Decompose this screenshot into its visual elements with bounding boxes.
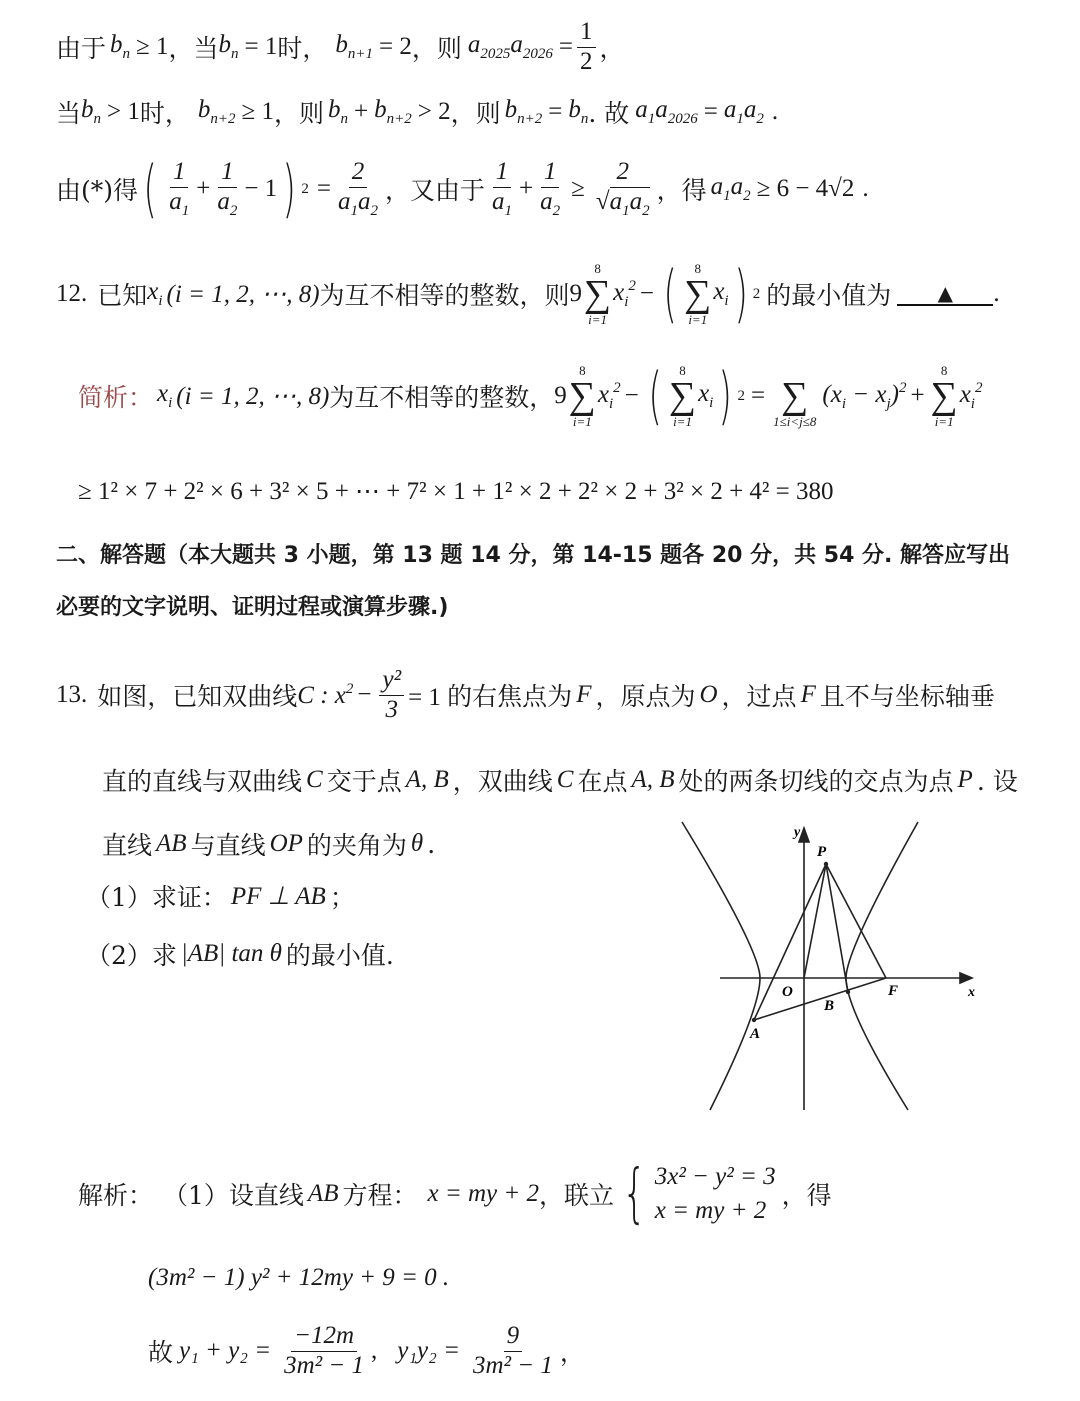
text: 方程：	[342, 1180, 418, 1210]
text: . 故	[588, 99, 630, 128]
text: ，双曲线	[452, 767, 553, 796]
question-12: 12. 已知 $x_i$ (i = 1, 2, ⋯, 8) 为互不相等的整数，则 9 8 ∑ i=1 $x_i^2$ − ( 8 ∑ i=1 $x_i$ ) 2 的最小值为 ▲ .	[56, 257, 1000, 330]
math: .	[771, 98, 779, 125]
text: 处的两条切线的交点为点	[678, 767, 954, 796]
text: ，	[599, 34, 625, 64]
math: .	[862, 175, 869, 202]
question-13	[56, 666, 995, 725]
text: 且不与坐标轴垂	[819, 682, 995, 712]
text: 由(*)得	[56, 176, 139, 205]
solution-line2	[148, 1264, 449, 1292]
system-eq1: 3x² − y² = 3	[654, 1163, 776, 1190]
text: 已知	[97, 281, 148, 310]
math: ≥ 1	[241, 98, 274, 125]
quadratic-equation: (3m² − 1) y² + 12my + 9 = 0 .	[148, 1264, 450, 1291]
section-heading	[56, 538, 1010, 569]
point-B	[846, 990, 850, 994]
text: 直的直线与双曲线	[102, 767, 303, 796]
math-bn1: $b_{n+1}$	[335, 31, 374, 63]
math: y₁y₂ =	[397, 1337, 460, 1365]
solution-label: 解析：	[78, 1180, 154, 1210]
answer-blank: ▲	[897, 282, 993, 306]
math-a1a2: $a_1a_2$	[710, 173, 751, 204]
label-B: B	[824, 998, 835, 1014]
section-line2: 必要的文字说明、证明过程或演算步骤.)	[56, 595, 449, 620]
math-bn: $b_n$	[81, 96, 102, 127]
math: ≥ 1	[136, 33, 169, 61]
label-y: y	[794, 825, 801, 840]
label-P: P	[817, 844, 827, 860]
fraction-product: $\frac{9}{\text{3m² − 1}}$	[472, 1322, 553, 1379]
text: ，则	[411, 34, 462, 64]
math: C : $x^2$	[297, 680, 354, 709]
math: = 1	[244, 33, 278, 61]
math: |AB| tan θ	[180, 940, 282, 967]
math: θ	[410, 830, 424, 857]
hint-label: 简析：	[78, 383, 154, 412]
fraction-1-a2: $\frac{1}{a_2}$	[540, 158, 561, 219]
system-brace: {	[622, 1156, 647, 1231]
math: AB	[156, 830, 187, 857]
text: （1）求证：	[86, 883, 227, 912]
hint-12-line2	[78, 476, 834, 506]
math: > 2	[417, 98, 451, 125]
math: > 1	[107, 98, 140, 125]
math-a2025: $a_{2025}a_{2026}$	[467, 31, 553, 63]
text: 时，	[139, 99, 190, 128]
text: 时，	[277, 34, 328, 64]
math-bn: $b_n$	[568, 96, 589, 127]
solution-line1	[78, 1156, 832, 1231]
math: −	[357, 681, 372, 709]
math-xi: $x_i$	[147, 278, 163, 309]
hint-12: 简析： $x_i$ (i = 1, 2, ⋯, 8) 为互不相等的整数， 9 8 ∑ i=1 $x_i^2$ − ( 8 ∑ i=1 $x_i$ ) 2 = ∑ 1≤i<j≤8 $(x_i - x_j)^2$ + 8 ∑ i=1 $x_i^2$	[78, 359, 983, 432]
math-a1a2026: $a_1a_{2026}$	[635, 96, 698, 127]
math: (i = 1, 2, ⋯, 8)	[166, 281, 320, 308]
text: 与直线	[190, 831, 266, 860]
text: 在点	[577, 767, 628, 796]
text: ，得	[656, 176, 707, 205]
math: 9	[569, 280, 583, 307]
text: 的夹角为	[306, 831, 407, 860]
math: y₁ + y₂ =	[179, 1337, 272, 1365]
math: =	[703, 98, 718, 125]
text: ，又由于	[385, 176, 486, 205]
fraction-1-a2: $\frac{1}{a_2}$	[217, 158, 238, 219]
math: AB	[307, 1179, 339, 1207]
label-x: x	[968, 985, 975, 1000]
math: F	[800, 681, 816, 709]
text: .	[427, 829, 436, 859]
section-line1: 二、解答题（本大题共 3 小题，第 13 题 14 分，第 14-15 题各 20 分，共 54 分. 解答应写出	[56, 543, 1011, 568]
math-inequality: ≥ 1² × 7 + 2² × 6 + 3² × 5 + ⋯ + 7² × 1 + 1² × 2 + 2² × 2 + 3² × 2 + 4² = 380	[78, 478, 834, 505]
x-axis-arrow	[960, 973, 972, 983]
math: − 1	[244, 175, 278, 202]
system-eq2: x = my + 2	[654, 1196, 767, 1224]
line-AF	[754, 978, 886, 1020]
part-2	[86, 936, 394, 972]
math-bn2: $b_{n+2}$	[374, 96, 412, 127]
fraction-1-a1: $\frac{1}{a_1}$	[169, 158, 190, 219]
text: 如图，已知双曲线	[97, 682, 298, 712]
solution-line3: 故 y₁ + y₂ = $\frac{-12m}{\text{3m² − 1}}$ , y₁y₂ = $\frac{9}{\text{3m² − 1}}$ ，	[148, 1322, 585, 1379]
fraction-2-a1a2: $\frac{2}{a_1a_2}$	[338, 158, 378, 219]
math: =	[558, 33, 573, 61]
question-number: 13.	[56, 681, 88, 709]
point-P	[824, 862, 828, 866]
fraction-sum: $\frac{-12m}{\text{3m² − 1}}$	[284, 1322, 365, 1379]
math: =	[548, 98, 563, 125]
text: ，得	[781, 1180, 832, 1210]
text: （2）求	[86, 941, 177, 970]
math: x = my + 2	[427, 1179, 539, 1207]
text: 为互不相等的整数，	[329, 383, 555, 412]
math-xi: $x_i$	[713, 278, 729, 309]
math: A, B	[631, 766, 675, 793]
math: ≥ 6 − 4√2	[756, 175, 855, 202]
fraction-1-a1: $\frac{1}{a_1}$	[492, 158, 513, 219]
sum-operator: ∑ 1≤i<j≤8	[773, 375, 817, 429]
label-O: O	[782, 984, 793, 1000]
text: .	[993, 280, 1000, 307]
hyperbola-figure	[680, 820, 980, 1115]
line-p2	[56, 94, 778, 130]
math: P	[957, 766, 973, 793]
math-bn: $b_n$	[328, 96, 349, 127]
math: = 2	[379, 33, 412, 61]
paren-right: )	[734, 257, 748, 330]
text: 交于点	[326, 767, 402, 796]
text: （1）设直线	[163, 1180, 304, 1210]
hyperbola-right-branch	[846, 822, 918, 1110]
equation-system	[655, 1160, 776, 1228]
math-bn: $b_n$	[218, 31, 239, 63]
text: ，则	[450, 99, 501, 128]
question-13-line2: 直的直线与双曲线 C 交于点 A, B ，双曲线 C 在点 A, B 处的两条切线的交点为点 P . 设	[102, 762, 1018, 798]
sum-operator: 8 ∑ i=1	[684, 261, 712, 327]
section-heading-2	[56, 590, 448, 621]
math: PF ⊥ AB	[230, 883, 326, 910]
line-p3: 由(*)得 ( $\frac{1}{a_1}$ + $\frac{1}{a_2}$ − 1 ) 2 = $\frac{2}{a_1a_2}$ ，又由于 $\frac{1}{a_1}$ + $\frac{1}{a_2}$ ≥ $\frac{2}{√a_1a_2}$ ，得 $a_1a_2$ ≥ 6 − 4√2 .	[56, 152, 869, 225]
text: 的最小值.	[285, 941, 394, 970]
math: +	[354, 98, 369, 125]
math-xi2: $x_i^2$	[613, 277, 636, 310]
label-A: A	[750, 1026, 761, 1042]
math: ≥	[571, 175, 585, 202]
math-a1a2: $a_1a_2$	[723, 96, 764, 127]
math: OP	[269, 830, 303, 857]
math: 9	[554, 382, 567, 409]
text: ，原点为	[595, 682, 696, 712]
paren-left: (	[663, 257, 677, 330]
line-PO	[804, 864, 826, 978]
text: 直线	[102, 831, 153, 860]
text: 当	[56, 99, 82, 128]
question-number: 12.	[56, 280, 88, 307]
math-bn: $b_n$	[110, 31, 131, 63]
text: = 1 的右焦点为	[408, 684, 573, 712]
question-13-line3	[102, 826, 435, 862]
math-xi: $x_i$	[157, 380, 173, 411]
label-F: F	[888, 983, 899, 999]
math-bn2: $b_{n+2}$	[197, 96, 236, 127]
math: O	[699, 681, 718, 709]
text: ；	[329, 883, 355, 912]
text: . 设	[976, 767, 1018, 796]
math-square: 2	[301, 180, 309, 197]
y-axis-arrow	[799, 828, 809, 842]
fraction-y2-3: $\frac{\text{y²}}{3}$	[379, 666, 404, 725]
text: ，过点	[721, 682, 797, 712]
text: ，则	[274, 99, 325, 128]
math: A, B	[405, 766, 449, 793]
math: F	[576, 681, 592, 709]
hyperbola-left-branch	[682, 822, 760, 1110]
sum-operator: 8 ∑ i=1	[584, 261, 612, 327]
text: 为互不相等的整数，则	[319, 281, 570, 310]
paren-left: (	[143, 152, 157, 225]
text: 的最小值为	[766, 281, 892, 310]
text: 由于	[56, 34, 107, 64]
text: ，	[559, 1338, 585, 1368]
line-p1	[56, 18, 625, 77]
part-1	[86, 878, 355, 914]
text: ，当	[168, 34, 219, 64]
text: ，联立	[538, 1180, 614, 1210]
sum-operator: 8 ∑ i=1	[568, 363, 596, 429]
point-A	[752, 1018, 756, 1022]
fraction-half: $\frac{1}{2}$	[577, 18, 596, 77]
text: 故	[148, 1338, 174, 1368]
fraction-2-sqrt: $\frac{2}{√a_1a_2}$	[595, 158, 650, 219]
math-bn2: $b_{n+2}$	[504, 96, 543, 127]
math: (i = 1, 2, ⋯, 8)	[176, 383, 330, 410]
paren-right: )	[282, 152, 296, 225]
